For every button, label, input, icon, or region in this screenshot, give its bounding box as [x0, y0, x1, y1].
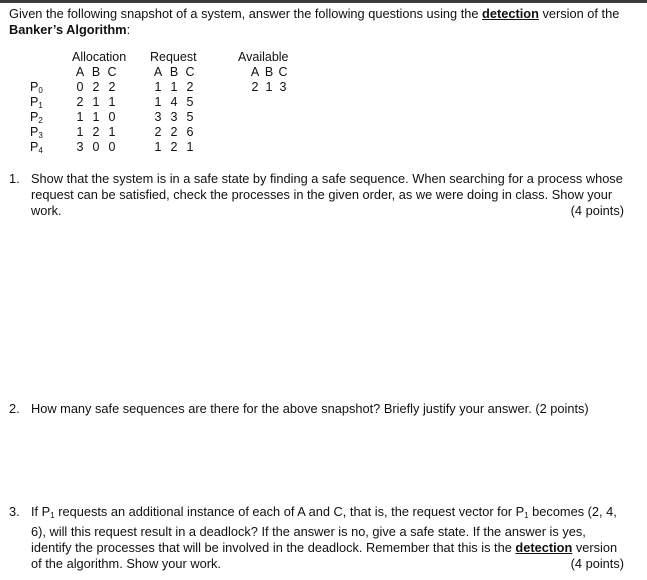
question-points: (4 points) [570, 556, 624, 571]
allocation-header: Allocation [72, 50, 127, 64]
request-row: 1 1 2 [154, 80, 194, 94]
intro-paragraph [9, 6, 634, 38]
question-body [31, 171, 624, 219]
process-label: $P_3$ [30, 125, 43, 140]
request-header: Request [150, 50, 197, 64]
request-resource-headers: A B C [153, 65, 195, 79]
request-row: 1 4 5 [154, 95, 194, 109]
available-row: 2 1 3 [251, 80, 287, 94]
question-1 [9, 171, 624, 219]
detection-word: detection [515, 540, 573, 555]
allocation-resource-headers: A B C [75, 65, 117, 79]
request-row: 2 2 6 [154, 125, 194, 139]
question-points: (4 points) [570, 203, 624, 218]
intro-text-2: version of the [538, 6, 620, 21]
request-column [150, 50, 206, 155]
request-row: 3 3 5 [154, 110, 194, 124]
allocation-row: 3 0 0 [76, 140, 116, 154]
question-text: How many safe sequences are there for the above snapshot? Briefly justify your answer. (2 points) [31, 401, 589, 416]
question-number: 3. [9, 504, 20, 519]
allocation-row: 1 2 1 [76, 125, 116, 139]
allocation-row: 1 1 0 [76, 110, 116, 124]
question-body [31, 401, 624, 417]
process-label: $P_2$ [30, 110, 43, 125]
allocation-row: 2 1 1 [76, 95, 116, 109]
question-2 [9, 401, 624, 417]
intro-detection-word: detection [482, 6, 539, 21]
available-resource-headers: A B C [250, 65, 288, 79]
process-labels [30, 80, 43, 155]
process-label: $P_1$ [30, 95, 43, 110]
top-border [0, 0, 647, 3]
question-number: 1. [9, 171, 20, 186]
process-label: $P_4$ [30, 140, 43, 155]
question-number: 2. [9, 401, 20, 416]
question-3 [9, 504, 624, 572]
available-header: Available [238, 50, 289, 64]
intro-algorithm-name: Banker’s Algorithm [9, 22, 127, 37]
question-body: If $P_1$ requests an additional instance of each of A and C, that is, the request vector for $P_1$ becomes (2, 4, 6), will this request result in a deadlock? If the answer is no, give a safe state. If the answer is yes, identify the processes that will be involved in the deadlock. Remember that this is the detection version of the algorithm. Show your work. (4 points) [31, 504, 624, 571]
intro-colon: : [126, 22, 131, 37]
request-row: 1 2 1 [154, 140, 194, 154]
question-text: Show that the system is in a safe state by finding a safe sequence. When searching for a process whose request can be satisfied, check the processes in the given order, as we were doing in class. Show your work. [31, 171, 623, 218]
process-label: $P_0$ [30, 80, 43, 95]
allocation-column [72, 50, 134, 155]
intro-text-1: Given the following snapshot of a system, answer the following questions using the [9, 6, 483, 21]
available-column [238, 50, 298, 95]
allocation-row: 0 2 2 [76, 80, 116, 94]
